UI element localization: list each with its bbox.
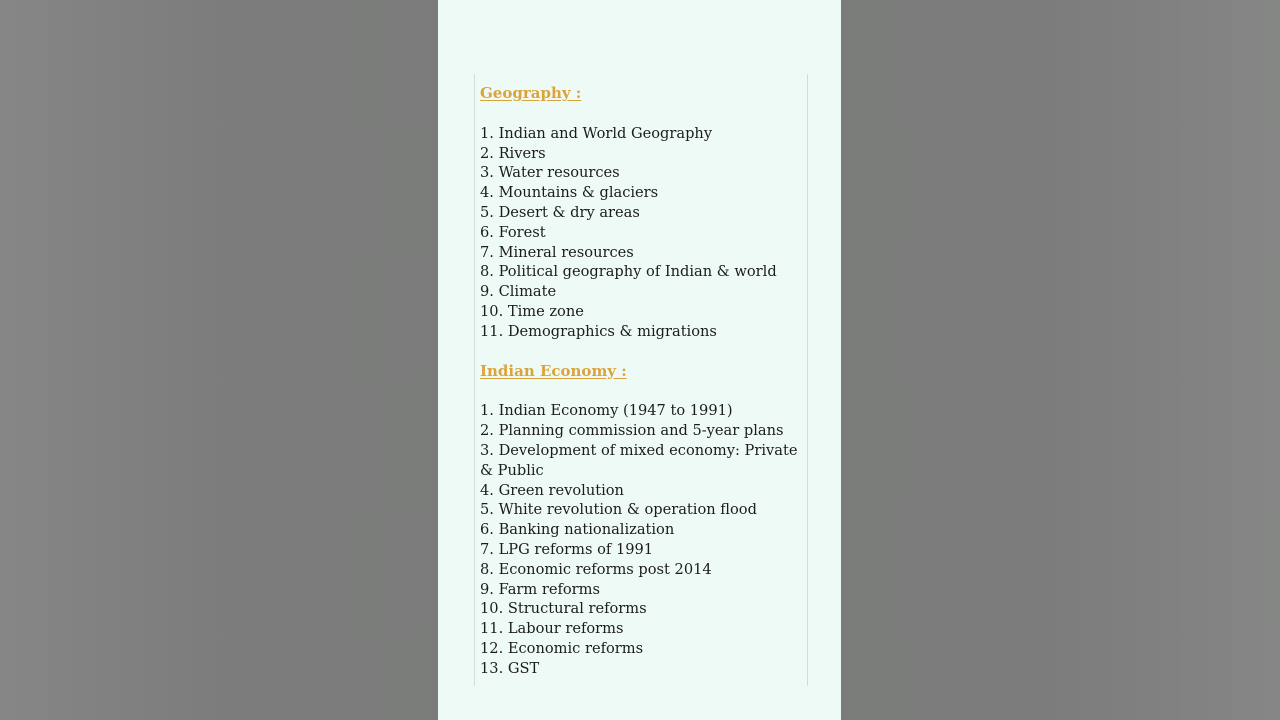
list-item: 10. Structural reforms [480, 600, 647, 618]
list-item: 1. Indian and World Geography [480, 124, 713, 142]
list-item: 8. Political geography of Indian & world [480, 263, 777, 281]
list-item: 5. White revolution & operation flood [480, 501, 757, 519]
list-item: 5. Desert & dry areas [480, 203, 640, 221]
list-item: 8. Economic reforms post 2014 [480, 560, 712, 578]
list-item: 3. Development of mixed economy: Private & Public [480, 441, 798, 479]
indian-economy-heading: Indian Economy : [480, 361, 627, 380]
list-item: 12. Economic reforms [480, 639, 644, 657]
list-item: 1. Indian Economy (1947 to 1991) [480, 402, 733, 420]
list-item: 11. Demographics & migrations [480, 322, 717, 340]
list-item: 6. Forest [480, 223, 546, 241]
geography-list [480, 124, 807, 342]
geography-heading: Geography : [480, 84, 582, 102]
list-item: 6. Banking nationalization [480, 521, 675, 539]
list-item: 9. Climate [480, 283, 557, 301]
list-item: 10. Time zone [480, 302, 584, 320]
list-item: 3. Water resources [480, 164, 620, 182]
list-item: 7. LPG reforms of 1991 [480, 540, 654, 558]
list-item: 4. Green revolution [480, 481, 624, 499]
list-item: 4. Mountains & glaciers [480, 184, 659, 202]
document-content [474, 74, 808, 686]
list-item: 13. GST [480, 659, 540, 677]
list-item: 2. Rivers [480, 144, 546, 162]
indian-economy-list [480, 401, 807, 678]
document-panel [438, 0, 841, 720]
list-item: 9. Farm reforms [480, 580, 600, 598]
list-item: 7. Mineral resources [480, 243, 634, 261]
list-item: 11. Labour reforms [480, 620, 624, 638]
list-item: 2. Planning commission and 5-year plans [480, 422, 784, 440]
